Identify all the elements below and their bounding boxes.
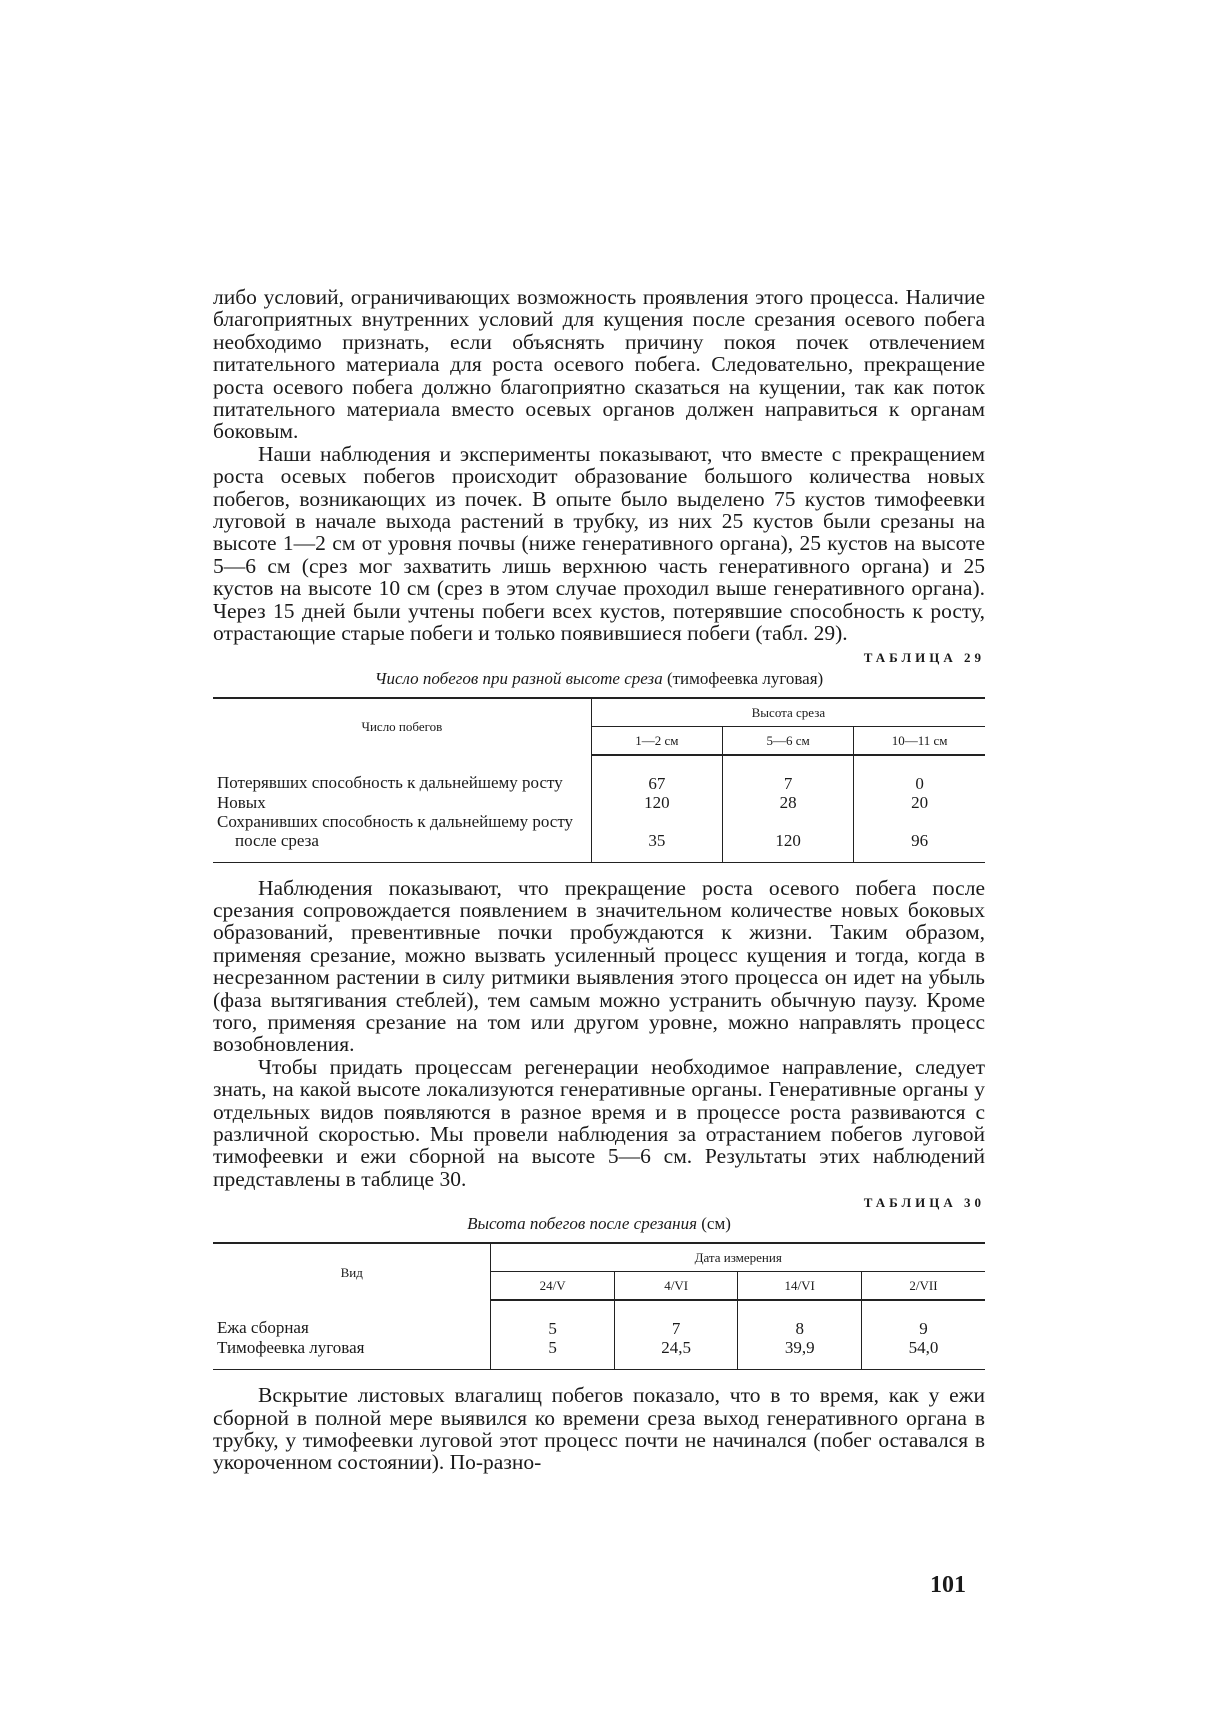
cell-value: 7 xyxy=(614,1300,738,1338)
cell-value: 5 xyxy=(491,1338,615,1370)
table-row xyxy=(213,793,985,812)
table-30-caption-note: (см) xyxy=(701,1214,731,1234)
table-30-col-header: Вид xyxy=(213,1243,491,1300)
cell-value: 39,9 xyxy=(738,1338,862,1370)
page-number: 101 xyxy=(930,1572,966,1598)
cell-value: 28 xyxy=(723,793,854,812)
cell-value: 20 xyxy=(854,793,985,812)
paragraph-5: Вскрытие листовых влагалищ побегов показало, что в то время, как у ежи сборной в полной мере выявился ко времени среза выход генеративного органа в трубку, у тимофеевки луговой этот процесс почти не начинался (побег оставался в укороченном состоянии). По-разно- xyxy=(213,1383,985,1475)
cell-value: 120 xyxy=(591,793,722,812)
table-row xyxy=(213,1338,985,1370)
table-29-subheader: 5—6 см xyxy=(723,726,854,755)
table-30-subheader: 24/V xyxy=(491,1272,615,1301)
table-row xyxy=(213,755,985,793)
cell-value: 9 xyxy=(861,1300,985,1338)
table-29-subheader: 1—2 см xyxy=(591,726,722,755)
row-label-continuation: после среза xyxy=(235,830,319,850)
row-label: Ежа сборная xyxy=(217,1318,309,1338)
cell-value: 54,0 xyxy=(861,1338,985,1370)
table-29-label: ТАБЛИЦА 29 xyxy=(863,649,985,665)
table-30-subheader: 4/VI xyxy=(614,1272,738,1301)
cell-value: 24,5 xyxy=(614,1338,738,1370)
table-30-subheader: 14/VI xyxy=(738,1272,862,1301)
table-row xyxy=(213,1300,985,1338)
cell-value: 8 xyxy=(738,1300,862,1338)
cell-value: 0 xyxy=(854,755,985,793)
table-29 xyxy=(213,697,985,863)
table-row xyxy=(213,812,985,863)
paragraph-1: либо условий, ограничивающих возможность проявления этого процесса. Наличие благоприятных внутренних условий для кущения после срезания осевого побега необходимо признать, если объяснять причину покоя почек отвлечением питательного материала для роста осевого побега. Следовательно, прекращение роста осевого побега должно благоприятно сказаться на кущении, так как поток питательного материала вместо осевых органов должен направиться к органам боковым. xyxy=(213,285,985,444)
table-30-group-header: Дата измерения xyxy=(491,1243,985,1272)
table-29-group-header: Высота среза xyxy=(591,698,985,727)
table-30-caption-title: Высота побегов после срезания xyxy=(467,1214,697,1234)
table-30-subheader: 2/VII xyxy=(861,1272,985,1301)
table-29-col-header: Число побегов xyxy=(213,698,591,755)
row-label: Потерявших способность к дальнейшему росту xyxy=(217,772,563,792)
row-label: Тимофеевка луговая xyxy=(213,1338,491,1370)
table-30 xyxy=(213,1242,985,1370)
table-29-caption xyxy=(213,669,985,689)
page-content xyxy=(213,286,985,1474)
cell-value: 120 xyxy=(723,812,854,863)
cell-value: 7 xyxy=(723,755,854,793)
paragraph-3: Наблюдения показывают, что прекращение роста осевого побега после срезания сопровождается появлением в значительном количестве новых боковых образований, превентивные почки пробуждаются к жизни. Таким образом, применяя срезание, можно вызвать усиленный процесс кущения и тогда, когда в несрезанном растении в силу ритмики выявления этого процесса он идет на убыль (фаза вытягивания стеблей), тем самым можно устранить обычную паузу. Кроме того, применяя срезание на том или другом уровне, можно направлять процесс возобновления. xyxy=(213,875,985,1057)
table-30-caption xyxy=(213,1214,985,1234)
paragraph-4: Чтобы придать процессам регенерации необходимое направление, следует знать, на какой высоте локализуются генеративные органы. Генеративные органы у отдельных видов появляются в разное время и в процессе роста развиваются с различной скоростью. Мы провели наблюдения за отрастанием побегов луговой тимофеевки и ежи сборной на высоте 5—6 см. Результаты этих наблюдений представлены в таблице 30. xyxy=(213,1054,985,1191)
row-label xyxy=(213,812,591,863)
cell-value: 67 xyxy=(591,755,722,793)
cell-value: 96 xyxy=(854,812,985,863)
row-label-text: Сохранивших способность к дальнейшему росту xyxy=(217,811,574,831)
table-29-caption-title: Число побегов при разной высоте среза xyxy=(374,668,663,688)
table-29-caption-note: (тимофеевка луговая) xyxy=(666,668,824,688)
table-30-label: ТАБЛИЦА 30 xyxy=(863,1195,985,1211)
row-label: Новых xyxy=(217,792,266,812)
paragraph-2: Наши наблюдения и эксперименты показывают, что вместе с прекращением роста осевых побегов происходит образование большого количества новых побегов, возникающих из почек. В опыте было выделено 75 кустов тимофеевки луговой в начале выхода растений в трубку, из них 25 кустов были срезаны на высоте 1—2 см от уровня почвы (ниже генеративного органа), 25 кустов на высоте 5—6 см (срез мог захватить лишь верхнюю часть генеративного органа) и 25 кустов на высоте 10 см (срез в этом случае проходил выше генеративного органа). Через 15 дней были учтены побеги всех кустов, потерявшие способность к росту, отрастающие старые побеги и только появившиеся побеги (табл. 29). xyxy=(213,441,985,646)
table-29-subheader: 10—11 см xyxy=(854,726,985,755)
cell-value: 35 xyxy=(591,812,722,863)
cell-value: 5 xyxy=(491,1300,615,1338)
